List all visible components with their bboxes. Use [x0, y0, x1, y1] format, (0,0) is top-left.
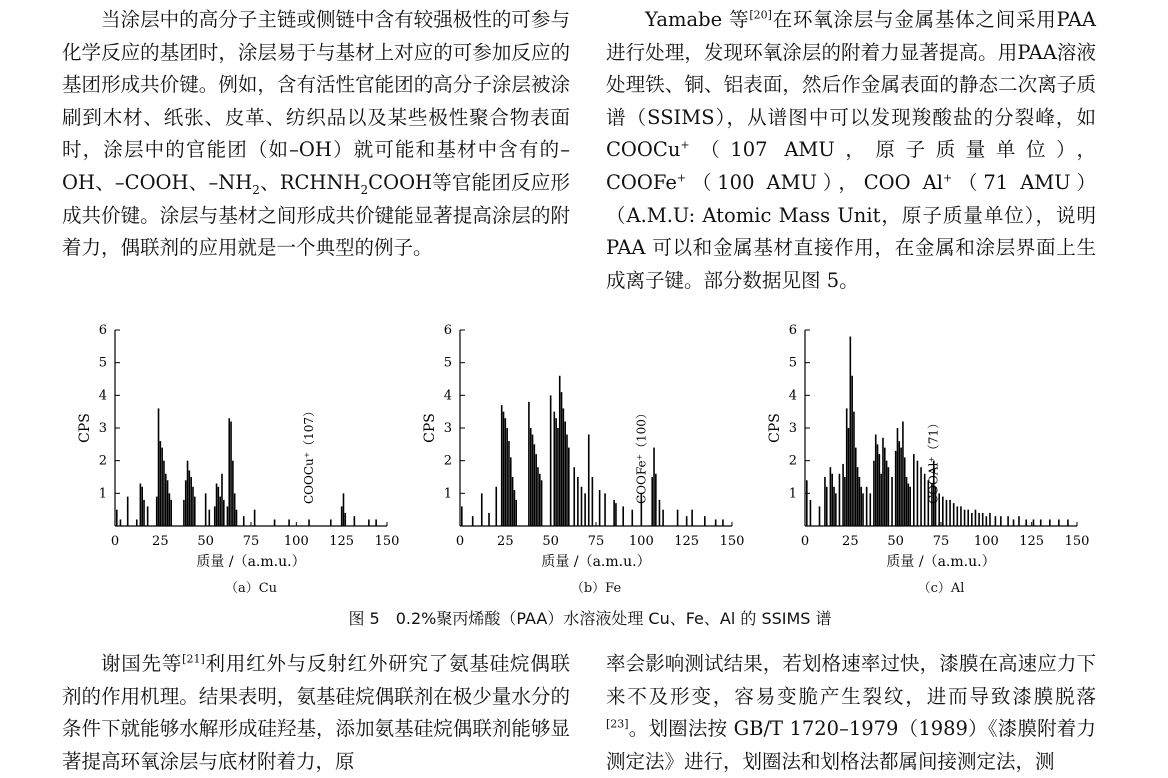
paragraph-text: （71 AMU）（A.M.U: Atomic Mass Unit，原子质量单位），说明 PAA 可以和金属基材直接作用，在金属和涂层界面上生成离子键。部分数据见图 5。: [606, 170, 1097, 292]
superscript: +: [680, 138, 690, 152]
y-tick-label: 6: [98, 323, 107, 338]
text-column-bottom-left: [62, 648, 570, 778]
y-tick-label: 6: [443, 323, 452, 338]
paragraph-text: 在环氧涂层与金属基体之间采用PAA进行处理，发现环氧涂层的附着力显著提高。用PAA溶液处理铁、铜、铝表面，然后作金属表面的静态二次离子质谱（SSIMS），从谱图中可以发现羧酸盐的分裂峰，如 COOCu: [606, 8, 1097, 162]
x-tick-label: 100: [283, 534, 309, 549]
x-tick-label: 100: [973, 534, 999, 549]
y-tick-label: 3: [788, 421, 797, 436]
peak-annotation: COOCu⁺（107）: [302, 404, 317, 504]
x-axis-label: 质量 /（a.m.u.）: [886, 554, 996, 570]
y-tick-label: 4: [788, 388, 797, 404]
panel-subtitle: （c）Al: [917, 581, 965, 596]
paragraph-text: Yamabe 等: [645, 8, 750, 31]
x-tick-label: 100: [628, 534, 654, 549]
y-tick-label: 4: [98, 388, 107, 404]
y-tick-label: 6: [788, 323, 797, 338]
x-tick-label: 50: [197, 534, 214, 549]
paragraph: [62, 4, 570, 265]
paragraph-text: （100 AMU），COO Al: [686, 170, 943, 194]
x-tick-label: 75: [242, 534, 260, 549]
y-tick-label: 1: [788, 486, 797, 502]
x-tick-label: 0: [110, 534, 120, 549]
text-column-bottom-right: [606, 648, 1096, 778]
x-tick-label: 125: [1019, 534, 1045, 549]
y-axis-label: CPS: [767, 413, 783, 443]
paragraph-text: 率会影响测试结果，若划格速率过快，漆膜在高速应力下来不及形变，容易变脆产生裂纹，进而导致漆膜脱落: [606, 652, 1096, 708]
paragraph: [606, 648, 1096, 778]
x-tick-label: 75: [587, 534, 605, 549]
y-tick-label: 3: [443, 421, 452, 436]
x-tick-label: 125: [674, 534, 700, 549]
spectra-figure: [60, 318, 1120, 603]
subscript: 2: [360, 182, 369, 197]
y-tick-label: 4: [443, 388, 452, 404]
figure-caption: 图 5 0.2%聚丙烯酸（PAA）水溶液处理 Cu、Fe、Al 的 SSIMS 谱: [348, 609, 832, 628]
text-column-top-left: [62, 4, 570, 265]
text-column-top-right: [606, 4, 1096, 297]
y-tick-label: 1: [98, 486, 107, 502]
x-axis-label: 质量 /（a.m.u.）: [541, 554, 651, 570]
peak-annotation: COOAl⁺（71）: [926, 417, 941, 504]
x-axis-label: 质量 /（a.m.u.）: [196, 554, 306, 570]
y-tick-label: 1: [443, 486, 452, 502]
x-tick-label: 150: [719, 534, 745, 549]
x-tick-label: 0: [455, 534, 465, 549]
paragraph-text: （107 AMU，原子质量单位），COOFe: [606, 138, 1096, 194]
x-tick-label: 75: [932, 534, 950, 549]
x-tick-label: 125: [329, 534, 355, 549]
paragraph-text: 当涂层中的高分子主链或侧链中含有较强极性的可参与化学反应的基团时，涂层易于与基材上对应的可参加反应的基团形成共价键。例如，含有活性官能团的高分子涂层被涂刷到木材、纸张、皮革、纺织品以及某些极性聚合物表面时，涂层中的官能团（如–OH）就可能和基材中含有的–OH、–COOH、–NH: [62, 8, 570, 194]
paragraph: [606, 4, 1096, 297]
paragraph-text: 谢国先等: [101, 652, 183, 675]
y-tick-label: 3: [98, 421, 107, 436]
y-axis-label: CPS: [77, 413, 93, 443]
y-tick-label: 2: [443, 453, 452, 469]
paragraph: [62, 648, 570, 778]
panel-subtitle: （b）Fe: [570, 581, 622, 596]
y-tick-label: 5: [788, 355, 797, 371]
x-tick-label: 50: [542, 534, 559, 549]
x-tick-label: 150: [374, 534, 400, 549]
superscript: +: [676, 171, 687, 185]
y-axis-label: CPS: [422, 413, 438, 443]
paragraph-text: 、RCHNH: [259, 170, 361, 194]
peak-annotation: COOFe⁺（100）: [634, 407, 649, 504]
x-tick-label: 0: [800, 534, 810, 549]
x-tick-label: 50: [887, 534, 904, 549]
citation: [20]: [749, 8, 772, 22]
y-tick-label: 5: [98, 355, 107, 371]
x-tick-label: 25: [497, 534, 514, 549]
paragraph-text: COOH等官能团反应形成共价键。涂层与基材之间形成共价键能显著提高涂层的附着力，偶联剂的应用就是一个典型的例子。: [62, 170, 570, 260]
superscript: +: [942, 171, 953, 185]
x-tick-label: 25: [842, 534, 859, 549]
citation: [23]: [606, 717, 629, 731]
y-tick-label: 2: [98, 453, 107, 469]
paragraph-text: 。划圈法按 GB/T 1720–1979（1989）《漆膜附着力测定法》进行，划圈法和划格法都属间接测定法，测: [606, 717, 1096, 773]
figure-5: [60, 318, 1120, 628]
y-tick-label: 5: [443, 355, 452, 371]
paragraph-text: 利用红外与反射红外研究了氨基硅烷偶联剂的作用机理。结果表明，氨基硅烷偶联剂在极少量水分的条件下就能够水解形成硅羟基，添加氨基硅烷偶联剂能够显著提高环氧涂层与底材附着力，原: [62, 652, 570, 773]
subscript: 2: [252, 182, 260, 197]
x-tick-label: 150: [1064, 534, 1090, 549]
y-tick-label: 2: [788, 453, 797, 469]
citation: [21]: [182, 652, 205, 666]
panel-subtitle: （a）Cu: [224, 581, 278, 596]
x-tick-label: 25: [152, 534, 169, 549]
